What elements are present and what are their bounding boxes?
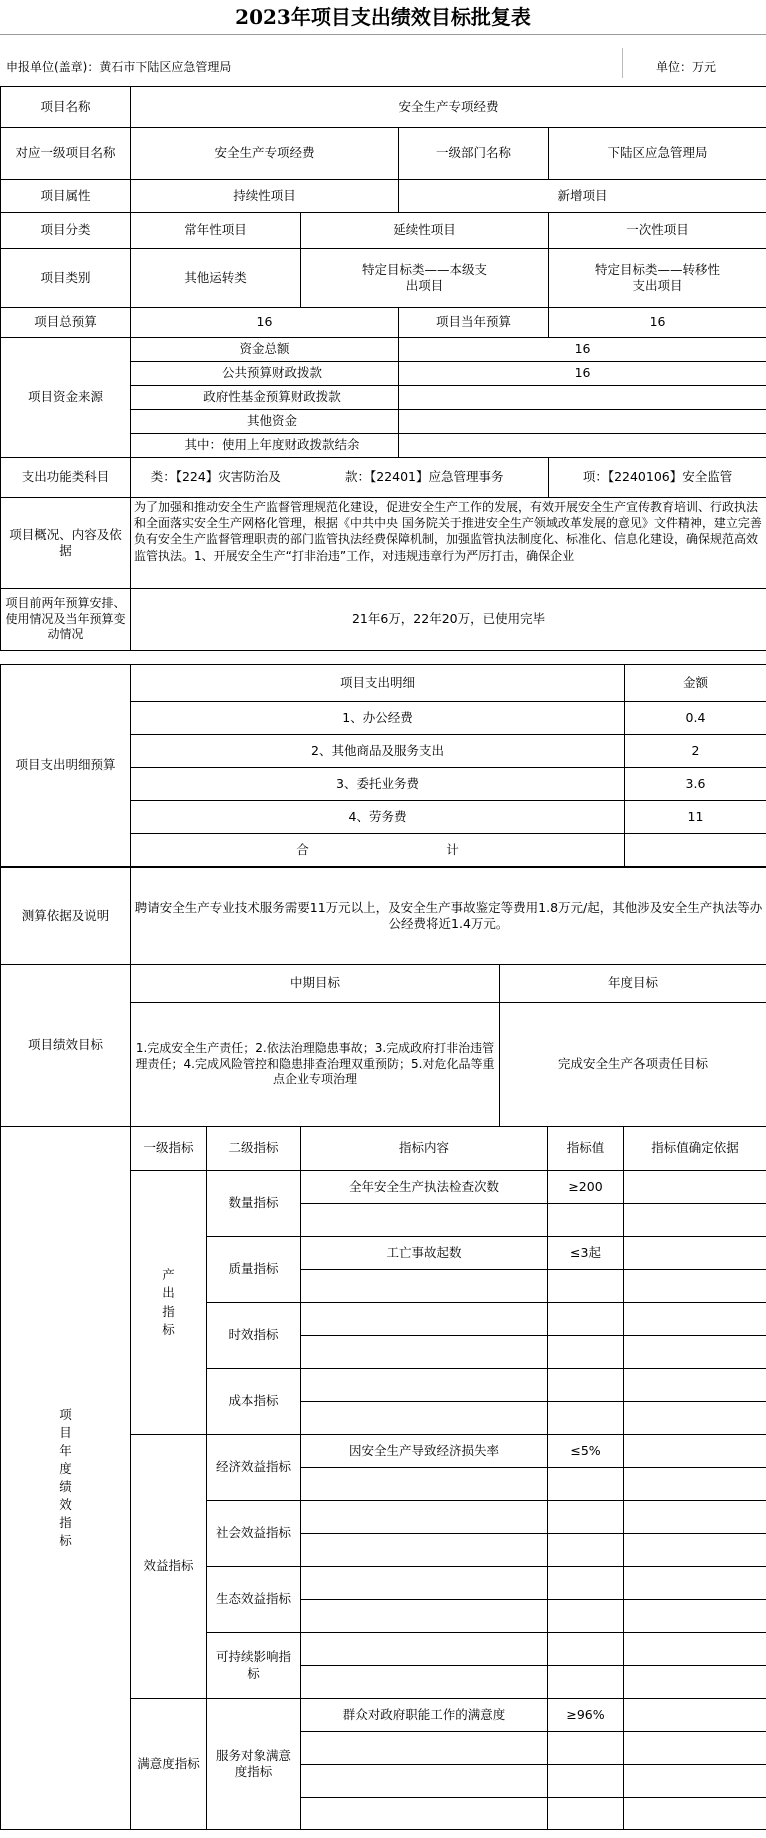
attr-new: 新增项目 (399, 180, 766, 213)
u2-basis (624, 1666, 766, 1699)
goals-mid-text: 1.完成安全生产责任；2.依法治理隐患事故；3.完成政府打非治违管理责任；4.完成风险管控和隐患排查治理双重预防；5.对危化品等重点企业专项治理 (131, 1003, 500, 1127)
detail-col-amount: 金额 (625, 665, 766, 702)
overview-cell (131, 498, 766, 589)
indicators-label (1, 1127, 131, 1830)
func-section: 款：【22401】应急管理事务 (301, 458, 549, 498)
total-budget-value: 16 (131, 308, 399, 338)
calc-table (0, 867, 766, 965)
ind-header-level1: 一级指标 (131, 1127, 207, 1171)
sat4-value (548, 1798, 624, 1830)
funding-surplus-value (399, 434, 766, 458)
sat2-value (548, 1732, 624, 1765)
g1-value (548, 1567, 624, 1600)
ind-header-basis: 指标值确定依据 (624, 1127, 766, 1171)
unit-label: 单位：万元 (656, 60, 717, 74)
u2-value (548, 1666, 624, 1699)
c1-value (548, 1369, 624, 1402)
q1-content: 全年安全生产执法检查次数 (301, 1171, 548, 1204)
goals-label: 项目绩效目标 (1, 965, 131, 1127)
header-divider (622, 48, 623, 78)
e1-value: ≤5% (548, 1435, 624, 1468)
sat1-value: ≥96% (548, 1699, 624, 1732)
ecological-label: 生态效益指标 (207, 1567, 301, 1633)
timeliness-label: 时效指标 (207, 1303, 301, 1369)
detail-item-3: 3、委托业务费 (131, 768, 625, 801)
funding-label: 项目资金来源 (1, 338, 131, 458)
level1-dept-label: 一级部门名称 (399, 128, 549, 180)
ql1-value: ≤3起 (548, 1237, 624, 1270)
funding-total-label: 资金总额 (131, 338, 399, 362)
level1-project-value: 安全生产专项经费 (131, 128, 399, 180)
ql1-basis (624, 1237, 766, 1270)
title-divider (0, 34, 766, 44)
sat1-content: 群众对政府职能工作的满意度 (301, 1699, 548, 1732)
u1-basis (624, 1633, 766, 1666)
s2-content (301, 1534, 548, 1567)
quality-label: 质量指标 (207, 1237, 301, 1303)
indicators-table (0, 1126, 766, 1830)
u1-value (548, 1633, 624, 1666)
t1-basis (624, 1303, 766, 1336)
c1-basis (624, 1369, 766, 1402)
applicant-label: 申报单位(盖章)：黄石市下陆区应急管理局 (6, 60, 232, 74)
ind-header-level2: 二级指标 (207, 1127, 301, 1171)
sat4-basis (624, 1798, 766, 1830)
prior-value: 21年6万，22年20万，已使用完毕 (131, 589, 766, 651)
social-label: 社会效益指标 (207, 1501, 301, 1567)
c2-value (548, 1402, 624, 1435)
detail-total-label (131, 834, 625, 867)
output-label-text: 产出指标 (162, 1267, 175, 1337)
e1-basis (624, 1435, 766, 1468)
t1-value (548, 1303, 624, 1336)
sat3-basis (624, 1765, 766, 1798)
satisfaction-label: 满意度指标 (131, 1699, 207, 1830)
c2-basis (624, 1402, 766, 1435)
cat-extended: 延续性项目 (301, 213, 549, 249)
output-label (131, 1171, 207, 1435)
prior-label (1, 589, 131, 651)
main-table (0, 86, 766, 651)
level1-project-label: 对应一级项目名称 (1, 128, 131, 180)
u1-content (301, 1633, 548, 1666)
type-other: 其他运转类 (131, 249, 301, 308)
t2-basis (624, 1336, 766, 1369)
c1-content (301, 1369, 548, 1402)
func-item: 项：【2240106】安全监管 (549, 458, 766, 498)
goals-annual-label: 年度目标 (500, 965, 766, 1003)
cost-label: 成本指标 (207, 1369, 301, 1435)
indicators-label-text: 项目年度绩效指标 (59, 1406, 72, 1549)
sat3-value (548, 1765, 624, 1798)
quantity-label: 数量指标 (207, 1171, 301, 1237)
type-special-2-text: 特定目标类——转移性支出项目 (595, 261, 721, 293)
sustainable-label: 可持续影响指标 (207, 1633, 301, 1699)
cat-onetime: 一次性项目 (549, 213, 766, 249)
attr-continuous: 持续性项目 (131, 180, 399, 213)
goals-table (0, 964, 766, 1127)
funding-total-value: 16 (399, 338, 766, 362)
detail-item-2: 2、其他商品及服务支出 (131, 735, 625, 768)
detail-total-amount (625, 834, 766, 867)
funding-public-value: 16 (399, 362, 766, 386)
c2-content (301, 1402, 548, 1435)
ql2-content (301, 1270, 548, 1303)
func-label: 支出功能类科目 (1, 458, 131, 498)
ql1-content: 工亡事故起数 (301, 1237, 548, 1270)
economic-label: 经济效益指标 (207, 1435, 301, 1501)
g1-basis (624, 1567, 766, 1600)
detail-table (0, 664, 766, 867)
g2-value (548, 1600, 624, 1633)
ind-header-value: 指标值 (548, 1127, 624, 1171)
project-name-value: 安全生产专项经费 (131, 87, 766, 128)
g2-content (301, 1600, 548, 1633)
sat2-content (301, 1732, 548, 1765)
s2-basis (624, 1534, 766, 1567)
sat2-basis (624, 1732, 766, 1765)
s2-value (548, 1534, 624, 1567)
goals-mid-label: 中期目标 (131, 965, 500, 1003)
detail-item-4: 4、劳务费 (131, 801, 625, 834)
calc-text: 聘请安全生产专业技术服务需要11万元以上，及安全生产事故鉴定等费用1.8万元/起，其他涉及安全生产执法等办公经费将近1.4万元。 (131, 868, 766, 965)
benefit-label: 效益指标 (131, 1435, 207, 1699)
detail-col-item: 项目支出明细 (131, 665, 625, 702)
ql2-basis (624, 1270, 766, 1303)
prior-label-text: 项目前两年预算安排、使用情况及当年预算变动情况 (5, 596, 126, 642)
calc-label: 测算依据及说明 (1, 868, 131, 965)
q1-value: ≥200 (548, 1171, 624, 1204)
q2-basis (624, 1204, 766, 1237)
e2-basis (624, 1468, 766, 1501)
t1-content (301, 1303, 548, 1336)
cat-regular: 常年性项目 (131, 213, 301, 249)
overview-label: 项目概况、内容及依据 (1, 498, 131, 589)
service-sat-label: 服务对象满意度指标 (207, 1699, 301, 1830)
q1-basis (624, 1171, 766, 1204)
current-budget-label: 项目当年预算 (399, 308, 549, 338)
detail-amount-2: 2 (625, 735, 766, 768)
funding-other-value (399, 410, 766, 434)
g2-basis (624, 1600, 766, 1633)
ql2-value (548, 1270, 624, 1303)
q2-value (548, 1204, 624, 1237)
funding-gov-fund-label: 政府性基金预算财政拨款 (131, 386, 399, 410)
e2-value (548, 1468, 624, 1501)
s1-value (548, 1501, 624, 1534)
level1-dept-value: 下陆区应急管理局 (549, 128, 766, 180)
s1-content (301, 1501, 548, 1534)
detail-item-1: 1、办公经费 (131, 702, 625, 735)
sat1-basis (624, 1699, 766, 1732)
detail-amount-1: 0.4 (625, 702, 766, 735)
e1-content: 因安全生产导致经济损失率 (301, 1435, 548, 1468)
funding-other-label: 其他资金 (131, 410, 399, 434)
g1-content (301, 1567, 548, 1600)
category-label: 项目分类 (1, 213, 131, 249)
funding-surplus-label: 其中：使用上年度财政拨款结余 (131, 434, 399, 458)
func-class: 类：【224】灾害防治及 (131, 458, 301, 498)
type-special-1-text: 特定目标类——本级支出项目 (361, 261, 487, 293)
t2-content (301, 1336, 548, 1369)
funding-public-label: 公共预算财政拨款 (131, 362, 399, 386)
detail-amount-4: 11 (625, 801, 766, 834)
funding-gov-fund-value (399, 386, 766, 410)
sat3-content (301, 1765, 548, 1798)
ind-header-content: 指标内容 (301, 1127, 548, 1171)
detail-label: 项目支出明细预算 (1, 665, 131, 867)
sat4-content (301, 1798, 548, 1830)
total-budget-label: 项目总预算 (1, 308, 131, 338)
type-special-2 (549, 249, 766, 308)
overview-text: 为了加强和推动安全生产监督管理规范化建设，促进安全生产工作的发展，有效开展安全生产宣传教育培训、行政执法和全面落实安全生产网格化管理，根据《中共中央 国务院关于推进安全生产领域改革发展的意见》文件精神，建立完善负有安全生产监督管理职责的部门监管执法经费保障机制，加强监管执法制度化、标准化、信息化建设，确保规范高效监管执法。1、开展安全生产“打非治违”工作，对违规违章行为严厉打击，确保企业 (134, 500, 762, 563)
page-title: 2023年项目支出绩效目标批复表 (235, 5, 531, 29)
t2-value (548, 1336, 624, 1369)
e2-content (301, 1468, 548, 1501)
current-budget-value: 16 (549, 308, 766, 338)
q2-content (301, 1204, 548, 1237)
project-name-label: 项目名称 (1, 87, 131, 128)
detail-total-b: 计 (446, 841, 459, 857)
detail-amount-3: 3.6 (625, 768, 766, 801)
attr-label: 项目属性 (1, 180, 131, 213)
u2-content (301, 1666, 548, 1699)
detail-total-a: 合 (296, 841, 309, 857)
s1-basis (624, 1501, 766, 1534)
goals-annual-text: 完成安全生产各项责任目标 (500, 1003, 766, 1127)
type-special-1 (301, 249, 549, 308)
type-label: 项目类别 (1, 249, 131, 308)
